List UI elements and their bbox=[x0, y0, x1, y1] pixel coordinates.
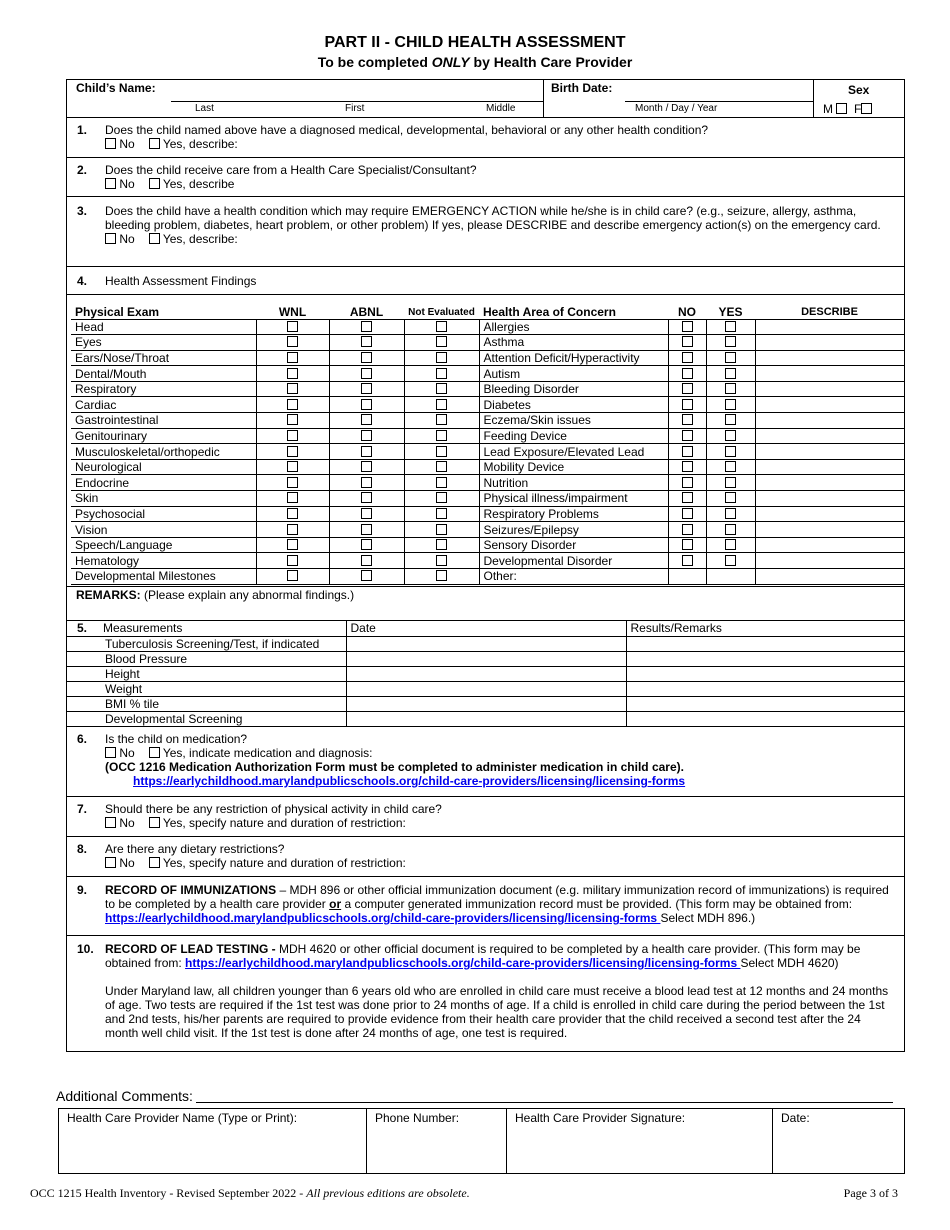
measurement-label: Tuberculosis Screening/Test, if indicated bbox=[67, 636, 346, 651]
measurement-label: Developmental Screening bbox=[67, 711, 346, 726]
abnl-checkbox[interactable] bbox=[361, 368, 372, 379]
yes-checkbox[interactable] bbox=[725, 352, 736, 363]
exam-row bbox=[71, 444, 904, 460]
provider-name-field[interactable]: Health Care Provider Name (Type or Print): bbox=[59, 1109, 367, 1174]
question-6 bbox=[67, 726, 904, 797]
assessment-form bbox=[66, 79, 905, 1052]
concern-label: Other: bbox=[479, 569, 668, 585]
immunization-link[interactable]: https://earlychildhood.marylandpublicschools.org/child-care-providers/licensing/licensing-forms bbox=[105, 911, 661, 925]
yes-checkbox[interactable] bbox=[149, 138, 160, 149]
no-checkbox[interactable] bbox=[682, 446, 693, 457]
abnl-checkbox[interactable] bbox=[361, 570, 372, 581]
exam-label: Neurological bbox=[71, 459, 256, 475]
question-number: 6. bbox=[77, 732, 88, 746]
measurement-date-field[interactable] bbox=[346, 711, 626, 726]
yes-checkbox[interactable] bbox=[725, 430, 736, 441]
exam-row bbox=[71, 537, 904, 553]
child-name-label: Child’s Name: bbox=[76, 81, 156, 95]
question-3 bbox=[67, 197, 904, 267]
describe-field[interactable] bbox=[755, 491, 904, 507]
describe-field[interactable] bbox=[755, 350, 904, 366]
no-checkbox[interactable] bbox=[682, 508, 693, 519]
concern-label: Attention Deficit/Hyperactivity bbox=[479, 350, 668, 366]
sex-m-checkbox[interactable] bbox=[836, 103, 847, 114]
yes-checkbox[interactable] bbox=[725, 477, 736, 488]
concern-label: Lead Exposure/Elevated Lead bbox=[479, 444, 668, 460]
page-number: Page 3 of 3 bbox=[843, 1186, 898, 1200]
sex-label: Sex bbox=[848, 83, 870, 97]
describe-field[interactable] bbox=[755, 397, 904, 413]
abnl-checkbox[interactable] bbox=[361, 336, 372, 347]
yes-checkbox[interactable] bbox=[149, 233, 160, 244]
lead-law-paragraph: Under Maryland law, all children younger than 6 years old who are enrolled in child care must receive a blood lead test at 12 months and 24 months of age. Two tests are required if the 1st test was done prior to 24 months of age. If a child is enrolled in child care during the period between the 1st and 2nd tests, his/her parents are required to provide evidence from their health care provider that the child received a second test after the 24 month well child visit. If the 1st test is done after 24 months of age, one test is required. bbox=[105, 984, 889, 1040]
measurement-row bbox=[67, 666, 904, 681]
header-physical-exam: Physical Exam bbox=[75, 304, 160, 319]
child-info-row bbox=[67, 80, 904, 118]
abnl-checkbox[interactable] bbox=[361, 524, 372, 535]
exam-row bbox=[71, 397, 904, 413]
birth-date-field[interactable] bbox=[625, 101, 813, 102]
question-number: 10. bbox=[77, 942, 94, 956]
date-field[interactable]: Date: bbox=[781, 1111, 810, 1125]
no-checkbox[interactable] bbox=[682, 414, 693, 425]
no-checkbox[interactable] bbox=[682, 321, 693, 332]
question-text: Does the child named above have a diagnosed medical, developmental, behavioral or any other health condition? bbox=[105, 123, 709, 137]
describe-field[interactable] bbox=[755, 319, 904, 335]
concern-label: Autism bbox=[479, 366, 668, 382]
wnl-checkbox[interactable] bbox=[287, 508, 298, 519]
exam-row bbox=[71, 319, 904, 335]
measurement-result-field[interactable] bbox=[626, 651, 904, 666]
wnl-checkbox[interactable] bbox=[287, 446, 298, 457]
question-number: 8. bbox=[77, 842, 88, 856]
page-title: PART II - CHILD HEALTH ASSESSMENT bbox=[324, 34, 626, 51]
measurement-date-field[interactable] bbox=[346, 681, 626, 696]
not-evaluated-checkbox[interactable] bbox=[436, 492, 447, 503]
footer-form-id: OCC 1215 Health Inventory - Revised September 2022 - All previous editions are obsolete. bbox=[30, 1186, 470, 1200]
header-describe: DESCRIBE bbox=[801, 305, 858, 318]
question-text: Does the child receive care from a Health Care Specialist/Consultant? bbox=[105, 163, 477, 177]
exam-label: Speech/Language bbox=[71, 537, 256, 553]
exam-row bbox=[71, 381, 904, 397]
exam-label: Hematology bbox=[71, 553, 256, 569]
concern-label: Feeding Device bbox=[479, 428, 668, 444]
medication-note: (OCC 1216 Medication Authorization Form must be completed to administer medication in child care). bbox=[105, 760, 684, 774]
yes-checkbox[interactable] bbox=[725, 399, 736, 410]
no-checkbox[interactable] bbox=[682, 399, 693, 410]
phone-number-field[interactable]: Phone Number: bbox=[367, 1109, 507, 1174]
exam-label: Head bbox=[71, 319, 256, 335]
yes-label: Yes, indicate medication and diagnosis: bbox=[162, 746, 373, 760]
abnl-checkbox[interactable] bbox=[361, 461, 372, 472]
yes-label: Yes, describe bbox=[162, 177, 235, 191]
no-checkbox[interactable] bbox=[682, 524, 693, 535]
exam-row bbox=[71, 428, 904, 444]
header-date: Date bbox=[346, 621, 626, 636]
no-checkbox[interactable] bbox=[682, 383, 693, 394]
exam-row bbox=[71, 335, 904, 351]
not-evaluated-checkbox[interactable] bbox=[436, 352, 447, 363]
concern-label: Sensory Disorder bbox=[479, 537, 668, 553]
measurement-result-field[interactable] bbox=[626, 696, 904, 711]
exam-row bbox=[71, 350, 904, 366]
abnl-checkbox[interactable] bbox=[361, 352, 372, 363]
no-checkbox[interactable] bbox=[105, 233, 116, 244]
measurement-result-field[interactable] bbox=[626, 681, 904, 696]
yes-checkbox[interactable] bbox=[725, 368, 736, 379]
abnl-checkbox[interactable] bbox=[361, 399, 372, 410]
birth-date-label: Birth Date: bbox=[551, 81, 613, 95]
header-health-area: Health Area of Concern bbox=[483, 304, 616, 319]
lead-testing-link[interactable]: https://earlychildhood.marylandpublicschools.org/child-care-providers/licensing/licensing-forms bbox=[185, 956, 741, 970]
question-2 bbox=[67, 158, 904, 197]
yes-label: Yes, describe: bbox=[162, 137, 238, 151]
exam-label: Psychosocial bbox=[71, 506, 256, 522]
concern-label: Allergies bbox=[479, 319, 668, 335]
middle-label: Middle bbox=[486, 103, 516, 114]
yes-checkbox[interactable] bbox=[725, 414, 736, 425]
yes-checkbox[interactable] bbox=[725, 539, 736, 550]
exam-label: Musculoskeletal/orthopedic bbox=[71, 444, 256, 460]
abnl-checkbox[interactable] bbox=[361, 477, 372, 488]
describe-field[interactable] bbox=[755, 459, 904, 475]
question-text: Are there any dietary restrictions? bbox=[105, 842, 285, 856]
header-results: Results/Remarks bbox=[626, 621, 904, 636]
question-number: 9. bbox=[77, 883, 88, 897]
question-9 bbox=[67, 877, 904, 936]
no-checkbox[interactable] bbox=[105, 138, 116, 149]
measurement-row bbox=[67, 696, 904, 711]
not-evaluated-checkbox[interactable] bbox=[436, 446, 447, 457]
not-evaluated-checkbox[interactable] bbox=[436, 539, 447, 550]
concern-label: Respiratory Problems bbox=[479, 506, 668, 522]
measurement-row bbox=[67, 681, 904, 696]
exam-label: Genitourinary bbox=[71, 428, 256, 444]
yes-checkbox[interactable] bbox=[725, 321, 736, 332]
yes-label: Yes, describe: bbox=[162, 232, 238, 246]
abnl-checkbox[interactable] bbox=[361, 321, 372, 332]
abnl-checkbox[interactable] bbox=[361, 383, 372, 394]
header-measurements: Measurements bbox=[103, 621, 183, 636]
exam-label: Respiratory bbox=[71, 381, 256, 397]
header-not-evaluated: Not Evaluated bbox=[408, 306, 475, 318]
exam-row bbox=[71, 459, 904, 475]
not-evaluated-checkbox[interactable] bbox=[436, 570, 447, 581]
measurements-table bbox=[67, 621, 904, 727]
wnl-checkbox[interactable] bbox=[287, 555, 298, 566]
no-checkbox[interactable] bbox=[682, 430, 693, 441]
exam-row bbox=[71, 553, 904, 569]
no-label: No bbox=[119, 177, 135, 191]
exam-label: Skin bbox=[71, 491, 256, 507]
sex-m-label: M bbox=[823, 102, 833, 116]
wnl-checkbox[interactable] bbox=[287, 461, 298, 472]
lead-testing-text: RECORD OF LEAD TESTING - MDH 4620 or other official document is required to be completed by a health care provider. (This form may be obtained from: https://earlychildhood.marylandpublicschools.org/child-care-providers/licensing/licensing-forms Select MDH 4620) bbox=[105, 942, 861, 970]
measurement-date-field[interactable] bbox=[346, 696, 626, 711]
not-evaluated-checkbox[interactable] bbox=[436, 430, 447, 441]
question-4 bbox=[67, 267, 904, 295]
not-evaluated-checkbox[interactable] bbox=[436, 508, 447, 519]
not-evaluated-checkbox[interactable] bbox=[436, 524, 447, 535]
describe-field[interactable] bbox=[755, 381, 904, 397]
wnl-checkbox[interactable] bbox=[287, 430, 298, 441]
not-evaluated-checkbox[interactable] bbox=[436, 336, 447, 347]
no-checkbox[interactable] bbox=[682, 352, 693, 363]
yes-checkbox[interactable] bbox=[725, 446, 736, 457]
remarks-label: REMARKS: bbox=[76, 588, 141, 602]
describe-field[interactable] bbox=[755, 522, 904, 538]
concern-label: Nutrition bbox=[479, 475, 668, 491]
question-8 bbox=[67, 837, 904, 877]
wnl-checkbox[interactable] bbox=[287, 336, 298, 347]
wnl-checkbox[interactable] bbox=[287, 524, 298, 535]
exam-label: Dental/Mouth bbox=[71, 366, 256, 382]
remarks-row[interactable] bbox=[67, 586, 904, 621]
question-10 bbox=[67, 936, 904, 1052]
wnl-checkbox[interactable] bbox=[287, 477, 298, 488]
concern-label: Physical illness/impairment bbox=[479, 491, 668, 507]
no-label: No bbox=[119, 746, 135, 760]
yes-checkbox[interactable] bbox=[725, 508, 736, 519]
question-number: 7. bbox=[77, 802, 88, 816]
describe-field[interactable] bbox=[755, 537, 904, 553]
exam-row bbox=[71, 413, 904, 429]
not-evaluated-checkbox[interactable] bbox=[436, 321, 447, 332]
sex-f-label: F bbox=[854, 102, 862, 116]
physical-exam-table bbox=[71, 294, 904, 585]
question-text: Is the child on medication? bbox=[105, 732, 248, 746]
measurement-label: Blood Pressure bbox=[67, 651, 346, 666]
yes-checkbox[interactable] bbox=[725, 461, 736, 472]
last-label: Last bbox=[195, 103, 214, 114]
no-checkbox[interactable] bbox=[682, 461, 693, 472]
question-number: 3. bbox=[77, 204, 88, 218]
measurement-row bbox=[67, 651, 904, 666]
header-abnl: ABNL bbox=[349, 304, 384, 319]
abnl-checkbox[interactable] bbox=[361, 446, 372, 457]
yes-checkbox[interactable] bbox=[725, 336, 736, 347]
not-evaluated-checkbox[interactable] bbox=[436, 555, 447, 566]
not-evaluated-checkbox[interactable] bbox=[436, 461, 447, 472]
yes-checkbox[interactable] bbox=[149, 817, 160, 828]
wnl-checkbox[interactable] bbox=[287, 352, 298, 363]
describe-field[interactable] bbox=[755, 475, 904, 491]
exam-row bbox=[71, 491, 904, 507]
no-label: No bbox=[119, 816, 135, 830]
describe-field[interactable] bbox=[755, 569, 904, 585]
exam-label: Ears/Nose/Throat bbox=[71, 350, 256, 366]
exam-label: Eyes bbox=[71, 335, 256, 351]
no-checkbox[interactable] bbox=[682, 555, 693, 566]
header-yes: YES bbox=[718, 304, 743, 319]
abnl-checkbox[interactable] bbox=[361, 430, 372, 441]
sex-f-checkbox[interactable] bbox=[861, 103, 872, 114]
exam-row bbox=[71, 506, 904, 522]
measurement-date-field[interactable] bbox=[346, 666, 626, 681]
yes-checkbox[interactable] bbox=[725, 492, 736, 503]
no-checkbox[interactable] bbox=[682, 477, 693, 488]
not-evaluated-checkbox[interactable] bbox=[436, 399, 447, 410]
no-label: No bbox=[119, 232, 135, 246]
header-wnl: WNL bbox=[278, 304, 307, 319]
yes-checkbox[interactable] bbox=[725, 383, 736, 394]
no-checkbox[interactable] bbox=[682, 492, 693, 503]
additional-comments-field[interactable] bbox=[196, 1102, 893, 1103]
wnl-checkbox[interactable] bbox=[287, 414, 298, 425]
yes-checkbox[interactable] bbox=[149, 747, 160, 758]
describe-field[interactable] bbox=[755, 335, 904, 351]
no-checkbox[interactable] bbox=[105, 857, 116, 868]
concern-label: Mobility Device bbox=[479, 459, 668, 475]
wnl-checkbox[interactable] bbox=[287, 570, 298, 581]
describe-field[interactable] bbox=[755, 444, 904, 460]
provider-signature-table bbox=[58, 1108, 905, 1174]
not-evaluated-checkbox[interactable] bbox=[436, 477, 447, 488]
exam-label: Endocrine bbox=[71, 475, 256, 491]
wnl-checkbox[interactable] bbox=[287, 492, 298, 503]
question-number: 2. bbox=[77, 163, 88, 177]
abnl-checkbox[interactable] bbox=[361, 508, 372, 519]
licensing-forms-link[interactable]: https://earlychildhood.marylandpublicschools.org/child-care-providers/licensing/licensing-forms bbox=[133, 774, 686, 788]
yes-checkbox[interactable] bbox=[725, 555, 736, 566]
concern-label: Bleeding Disorder bbox=[479, 381, 668, 397]
header-no: NO bbox=[678, 304, 696, 319]
measurement-result-field[interactable] bbox=[626, 636, 904, 651]
wnl-checkbox[interactable] bbox=[287, 539, 298, 550]
no-checkbox[interactable] bbox=[682, 539, 693, 550]
question-7 bbox=[67, 797, 904, 837]
no-label: No bbox=[119, 137, 135, 151]
describe-field[interactable] bbox=[755, 506, 904, 522]
remarks-hint: (Please explain any abnormal findings.) bbox=[140, 588, 355, 602]
yes-checkbox[interactable] bbox=[725, 524, 736, 535]
describe-field[interactable] bbox=[755, 553, 904, 569]
abnl-checkbox[interactable] bbox=[361, 414, 372, 425]
no-checkbox[interactable] bbox=[105, 817, 116, 828]
yes-label: Yes, specify nature and duration of restriction: bbox=[162, 856, 406, 870]
no-checkbox[interactable] bbox=[682, 336, 693, 347]
wnl-checkbox[interactable] bbox=[287, 368, 298, 379]
describe-field[interactable] bbox=[755, 428, 904, 444]
question-text: Should there be any restriction of physical activity in child care? bbox=[105, 802, 442, 816]
concern-label: Seizures/Epilepsy bbox=[479, 522, 668, 538]
measurement-row bbox=[67, 636, 904, 651]
wnl-checkbox[interactable] bbox=[287, 321, 298, 332]
first-label: First bbox=[345, 103, 365, 114]
additional-comments-label: Additional Comments: bbox=[56, 1088, 193, 1104]
measurement-result-field[interactable] bbox=[626, 666, 904, 681]
describe-field[interactable] bbox=[755, 366, 904, 382]
measurement-label: BMI % tile bbox=[67, 696, 346, 711]
measurement-label: Height bbox=[67, 666, 346, 681]
question-number: 4. bbox=[77, 274, 88, 288]
measurement-label: Weight bbox=[67, 681, 346, 696]
question-text: Does the child have a health condition which may require EMERGENCY ACTION while he/she is in child care? (e.g., seizure, allergy, asthma, bleeding problem, diabetes, heart problem, or other problem) If yes, please DESCRIBE and describe emergency action(s) on the emergency card. bbox=[105, 204, 881, 232]
yes-label: Yes, specify nature and duration of restriction: bbox=[162, 816, 406, 830]
exam-row bbox=[71, 522, 904, 538]
exam-label: Cardiac bbox=[71, 397, 256, 413]
concern-label: Asthma bbox=[479, 335, 668, 351]
question-number: 5. bbox=[77, 621, 88, 636]
not-evaluated-checkbox[interactable] bbox=[436, 414, 447, 425]
wnl-checkbox[interactable] bbox=[287, 399, 298, 410]
exam-label: Gastrointestinal bbox=[71, 413, 256, 429]
no-checkbox[interactable] bbox=[105, 178, 116, 189]
wnl-checkbox[interactable] bbox=[287, 383, 298, 394]
exam-label: Developmental Milestones bbox=[71, 569, 256, 585]
no-checkbox[interactable] bbox=[682, 368, 693, 379]
question-number: 1. bbox=[77, 123, 88, 137]
not-evaluated-checkbox[interactable] bbox=[436, 383, 447, 394]
no-label: No bbox=[119, 856, 135, 870]
measurement-date-field[interactable] bbox=[346, 651, 626, 666]
not-evaluated-checkbox[interactable] bbox=[436, 368, 447, 379]
exam-row bbox=[71, 366, 904, 382]
yes-checkbox[interactable] bbox=[149, 178, 160, 189]
provider-signature-field[interactable]: Health Care Provider Signature: bbox=[507, 1109, 773, 1174]
measurement-row bbox=[67, 711, 904, 726]
describe-field[interactable] bbox=[755, 413, 904, 429]
concern-label: Diabetes bbox=[479, 397, 668, 413]
date-format-label: Month / Day / Year bbox=[635, 103, 718, 114]
abnl-checkbox[interactable] bbox=[361, 492, 372, 503]
concern-label: Eczema/Skin issues bbox=[479, 413, 668, 429]
abnl-checkbox[interactable] bbox=[361, 539, 372, 550]
exam-label: Vision bbox=[71, 522, 256, 538]
immunization-text: RECORD OF IMMUNIZATIONS – MDH 896 or other official immunization document (e.g. military immunization record of immunizations) is required to be completed by a health care provider or a computer generated immunization record must be provided. (This form may be obtained from: https://earlychildhood.marylandpublicschools.org/child-care-providers/licensing/licensing-forms Select MDH 896.) bbox=[105, 883, 889, 925]
child-name-field[interactable] bbox=[171, 101, 543, 102]
yes-checkbox[interactable] bbox=[149, 857, 160, 868]
exam-row bbox=[71, 569, 904, 585]
question-1 bbox=[67, 118, 904, 158]
exam-row bbox=[71, 475, 904, 491]
measurement-date-field[interactable] bbox=[346, 636, 626, 651]
question-text: Health Assessment Findings bbox=[105, 274, 257, 288]
no-checkbox[interactable] bbox=[105, 747, 116, 758]
abnl-checkbox[interactable] bbox=[361, 555, 372, 566]
concern-label: Developmental Disorder bbox=[479, 553, 668, 569]
page-subtitle: To be completed ONLY by Health Care Provider bbox=[317, 54, 633, 70]
measurement-result-field[interactable] bbox=[626, 711, 904, 726]
